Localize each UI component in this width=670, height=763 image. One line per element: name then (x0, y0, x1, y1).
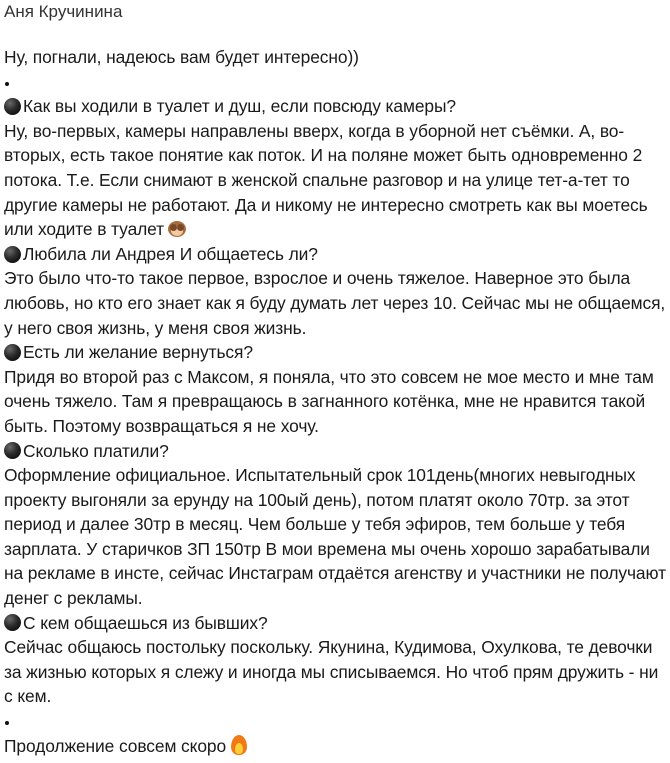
answer-line: денег с рекламы. (4, 588, 143, 609)
answer-line: Сейчас общаюсь постольку поскольку. Якунина, Кудимова, Охулкова, те девочки (4, 637, 653, 658)
answer-line: другие камеры не работают. Да и никому не интересно смотреть как вы моетесь (4, 194, 648, 215)
post-body (4, 45, 664, 758)
fire-icon (230, 734, 248, 756)
author-name[interactable]: Аня Кручинина (4, 2, 123, 21)
question-text: Любила ли Андрея И общаетесь ли? (23, 243, 318, 264)
question-text: Сколько платили? (23, 440, 169, 461)
answer-line: за жизнью которых я слежу и иногда мы списываемся. Но чтоб прям дружить - ни (4, 661, 659, 682)
black-circle-icon (4, 98, 21, 115)
answer-line: потока. Т.е. Если снимают в женской спальне разговор и на улице тет-а-тет то (4, 169, 630, 190)
question-5 (4, 611, 664, 636)
answer-line: период и далее 30тр в месяц. Чем больше у тебя эфиров, тем больше у тебя (4, 514, 626, 535)
see-no-evil-monkey-icon (167, 220, 187, 238)
answer-line: быть. Поэтому возвращаться я не хочу. (4, 415, 319, 436)
answer-line: очень тяжело. Там я превращаюсь в загнанного котёнка, мне не нравится такой (4, 391, 646, 412)
answer-line: с кем. (4, 686, 52, 707)
question-text: Есть ли желание вернуться? (23, 342, 253, 363)
answer-line: на рекламе в инсте, сейчас Инстаграм отдаётся агенству и участники не получают (4, 563, 666, 584)
black-circle-icon (4, 442, 21, 459)
outro-line (4, 734, 664, 759)
answer-line-text: или ходите в туалет (4, 219, 165, 240)
answer-line: проекту выгоняли за ерунду на 100ый день), потом платят около 70тр. за этот (4, 489, 630, 510)
question-text: С кем общаешься из бывших? (23, 612, 268, 633)
question-3 (4, 340, 664, 365)
black-circle-icon (4, 614, 21, 631)
answer-line: Ну, во-первых, камеры направлены вверх, когда в уборной нет съёмки. А, во- (4, 120, 625, 141)
black-circle-icon (4, 246, 21, 263)
bullet-dot-icon (5, 721, 9, 725)
outro-text: Продолжение совсем скоро (4, 735, 227, 756)
question-2 (4, 242, 664, 267)
intro-text: Ну, погнали, надеюсь вам будет интересно)) (4, 47, 359, 67)
black-circle-icon (4, 344, 21, 361)
answer-line: Придя во второй раз с Максом, я поняла, что это совсем не мое место и мне там (4, 366, 654, 387)
separator-bullet (4, 70, 664, 95)
question-4 (4, 439, 664, 464)
answer-line: Оформление официальное. Испытательный срок 101день(многих невыгодных (4, 465, 636, 486)
answer-line: любовь, но кто его знает как я буду думать лет через 10. Сейчас мы не общаемся, (4, 292, 666, 313)
answer-line: зарплата. У старичков ЗП 150тр В мои времена мы очень хорошо зарабатывали (4, 538, 650, 559)
answer-line: вторых, есть такое понятие как поток. И на поляне может быть одновременно 2 (4, 145, 643, 166)
question-text: Как вы ходили в туалет и душ, если повсюду камеры? (23, 96, 456, 117)
question-1 (4, 94, 664, 119)
bullet-dot-icon (5, 82, 9, 86)
answer-line: Это было что-то такое первое, взрослое и очень тяжелое. Наверное это была (4, 268, 631, 289)
separator-bullet (4, 709, 664, 734)
answer-line: у него своя жизнь, у меня своя жизнь. (4, 317, 307, 338)
answer-line-with-emoji (4, 217, 664, 242)
